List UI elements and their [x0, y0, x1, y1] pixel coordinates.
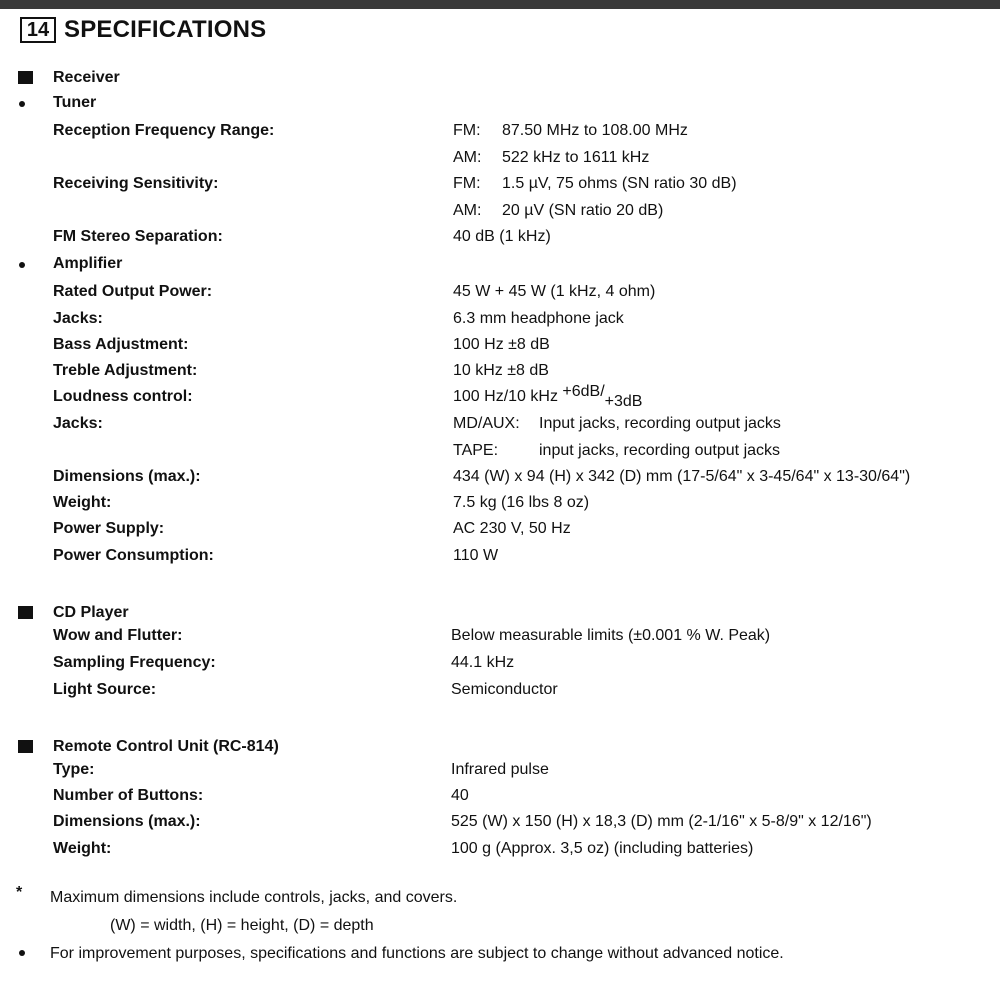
spec-row — [0, 678, 1000, 702]
asterisk-marker: * — [16, 884, 23, 901]
tuner-heading-row — [0, 91, 1000, 115]
spec-label: Wow and Flutter: — [53, 627, 183, 644]
amplifier-heading: Amplifier — [53, 255, 123, 272]
receiver-heading: Receiver — [53, 69, 120, 86]
spec-row — [0, 758, 1000, 782]
section-number: 14 — [20, 17, 56, 43]
spec-label: Jacks: — [53, 415, 103, 432]
spec-row — [0, 199, 1000, 223]
spec-row — [0, 119, 1000, 143]
spec-row — [0, 412, 1000, 436]
bullet-icon — [19, 262, 25, 268]
spec-row — [0, 544, 1000, 568]
spec-value: 44.1 kHz — [451, 654, 515, 671]
remote-heading-row — [0, 735, 1000, 759]
receiver-heading-row — [0, 66, 1000, 90]
spec-label: Jacks: — [53, 310, 103, 327]
spec-row — [0, 517, 1000, 541]
spec-label: Power Consumption: — [53, 547, 214, 564]
spec-value: FM: 1.5 µV, 75 ohms (SN ratio 30 dB) — [453, 175, 737, 192]
spec-row — [0, 385, 1000, 409]
spec-row — [0, 225, 1000, 249]
bullet-icon — [19, 101, 25, 107]
spec-label: Reception Frequency Range: — [53, 122, 275, 139]
spec-row — [0, 307, 1000, 331]
spec-row — [0, 651, 1000, 675]
spec-value: Infrared pulse — [451, 761, 549, 778]
spec-label: Loudness control: — [53, 388, 193, 405]
spec-row — [0, 810, 1000, 834]
spec-row — [0, 333, 1000, 357]
spec-value: Below measurable limits (±0.001 % W. Peak) — [451, 627, 771, 644]
square-bullet-icon — [18, 606, 33, 619]
spec-value: 110 W — [453, 547, 499, 564]
note-improvement: For improvement purposes, specifications and functions are subject to change without advanced notice. — [50, 945, 784, 962]
spec-value: MD/AUX: Input jacks, recording output jacks — [453, 415, 781, 432]
spec-label: Dimensions (max.): — [53, 468, 201, 485]
spec-value: AC 230 V, 50 Hz — [453, 520, 571, 537]
spec-label: Bass Adjustment: — [53, 336, 189, 353]
spec-value: 45 W + 45 W (1 kHz, 4 ohm) — [453, 283, 656, 300]
spec-row — [0, 465, 1000, 489]
spec-label: Weight: — [53, 840, 112, 857]
square-bullet-icon — [18, 71, 33, 84]
spec-row — [0, 784, 1000, 808]
spec-value: 40 — [451, 787, 469, 804]
spec-label: Type: — [53, 761, 95, 778]
top-bar — [0, 0, 1000, 9]
spec-label: Receiving Sensitivity: — [53, 175, 219, 192]
spec-value: 100 g (Approx. 3,5 oz) (including batteries) — [451, 840, 754, 857]
spec-label: Power Supply: — [53, 520, 165, 537]
spec-value: Semiconductor — [451, 681, 558, 698]
spec-label: Light Source: — [53, 681, 157, 698]
note-legend: (W) = width, (H) = height, (D) = depth — [110, 917, 374, 934]
spec-value: 10 kHz ±8 dB — [453, 362, 549, 379]
section-header — [20, 14, 266, 46]
cd-player-heading-row — [0, 601, 1000, 625]
spec-value: AM: 522 kHz to 1611 kHz — [453, 149, 650, 166]
square-bullet-icon — [18, 740, 33, 753]
spec-value: FM: 87.50 MHz to 108.00 MHz — [453, 122, 688, 139]
spec-value: 100 Hz/10 kHz +6dB/+3dB — [453, 383, 643, 410]
page-title: SPECIFICATIONS — [64, 16, 267, 43]
spec-label: FM Stereo Separation: — [53, 228, 223, 245]
spec-value: AM: 20 µV (SN ratio 20 dB) — [453, 202, 664, 219]
spec-row — [0, 172, 1000, 196]
cd-player-heading: CD Player — [53, 604, 129, 621]
spec-value: 40 dB (1 kHz) — [453, 228, 551, 245]
spec-row — [0, 837, 1000, 861]
spec-row — [0, 491, 1000, 515]
spec-value: 6.3 mm headphone jack — [453, 310, 624, 327]
spec-value: 100 Hz ±8 dB — [453, 336, 550, 353]
spec-value: 7.5 kg (16 lbs 8 oz) — [453, 494, 590, 511]
spec-row — [0, 280, 1000, 304]
bullet-icon — [19, 950, 25, 956]
spec-label: Rated Output Power: — [53, 283, 213, 300]
spec-row — [0, 359, 1000, 383]
spec-label: Weight: — [53, 494, 112, 511]
spec-value: 434 (W) x 94 (H) x 342 (D) mm (17-5/64" x 3-45/64" x 13-30/64") — [453, 468, 911, 485]
spec-row — [0, 146, 1000, 170]
tuner-heading: Tuner — [53, 94, 97, 111]
spec-value: TAPE: input jacks, recording output jacks — [453, 442, 781, 459]
spec-value: 525 (W) x 150 (H) x 18,3 (D) mm (2-1/16" x 5-8/9" x 12/16") — [451, 813, 872, 830]
spec-label: Treble Adjustment: — [53, 362, 198, 379]
spec-row — [0, 439, 1000, 463]
amplifier-heading-row — [0, 252, 1000, 276]
spec-label: Number of Buttons: — [53, 787, 204, 804]
remote-heading: Remote Control Unit (RC-814) — [53, 738, 279, 755]
note-max-dimensions: Maximum dimensions include controls, jacks, and covers. — [50, 889, 458, 906]
spec-label: Sampling Frequency: — [53, 654, 216, 671]
spec-row — [0, 624, 1000, 648]
spec-label: Dimensions (max.): — [53, 813, 201, 830]
